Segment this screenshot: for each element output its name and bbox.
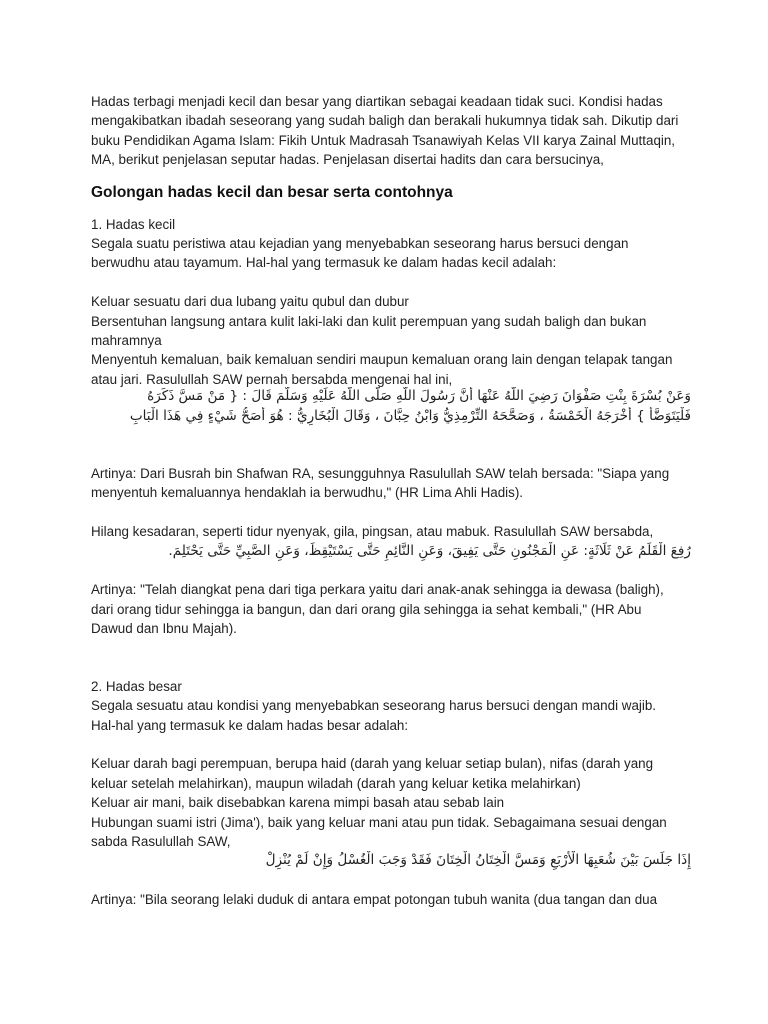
- arabic-hadith-1-line-1: وَعَنْ بُسْرَةَ بِنْتِ صَفْوَانَ رَضِيَ اللَّهُ عَنْهَا أَنَّ رَسُولَ اللَّهِ صَلَّى اللَّهُ عَلَيْهِ وَسَلَّمَ قَالَ : { مَنْ مَسَّ ذَكَرَهُ: [147, 388, 691, 405]
- hadas-kecil-title: 1. Hadas kecil: [91, 216, 176, 232]
- hadas-kecil-item-4: Hilang kesadaran, seperti tidur nyenyak, gila, pingsan, atau mabuk. Rasulullah SAW bersabda,: [91, 524, 654, 540]
- arabic-hadith-3: إِذَا جَلَسَ بَيْنَ شُعَبِهَا الْأَرْبَعِ وَمَسَّ الْخِتَانُ الْخِتَانَ فَقَدْ وَجَبَ الْغُسْلُ وَإِنْ لَمْ يُنْزِلْ: [265, 852, 691, 869]
- hadas-besar-item-1: Keluar darah bagi perempuan, berupa haid (darah yang keluar setiap bulan), nifas (darah yang keluar setelah melahirkan), maupun wiladah (darah yang keluar ketika melahirkan): [91, 756, 654, 791]
- intro-paragraph: Hadas terbagi menjadi kecil dan besar yang diartikan sebagai keadaan tidak suci. Kondisi hadas mengakibatkan ibadah seseorang yang sudah baligh dan berakali hukumnya tidak sah. Dikutip dari buku Pendidikan Agama Islam: Fikih Untuk Madrasah Tsanawiyah Kelas VII karya Zainal Muttaqin, MA, berikut penjelasan seputar hadas. Penjelasan disertai hadits dan cara bersucinya,: [91, 94, 679, 168]
- hadas-kecil-item-1: Keluar sesuatu dari dua lubang yaitu qubul dan dubur: [91, 294, 409, 310]
- arabic-hadith-1-line-2: فَلْيَتَوَضَّأْ } أَخْرَجَهُ الْخَمْسَةُ ، وَصَحَّحَهُ التِّرْمِذِيُّ وَابْنُ حِبَّانَ ، وَقَالَ الْبُخَارِيُّ : هُوَ أَصَحُّ شَيْءٍ فِي هَذَا الْبَابِ: [129, 407, 691, 424]
- hadas-besar-item-2: Keluar air mani, baik disebabkan karena mimpi basah atau sebab lain: [91, 795, 505, 811]
- artinya-1: Artinya: Dari Busrah bin Shafwan RA, sesungguhnya Rasulullah SAW telah bersada: "Siapa yang menyentuh kemaluannya hendaklah ia berwudhu," (HR Lima Ahli Hadis).: [91, 466, 670, 501]
- hadas-kecil-description: Segala suatu peristiwa atau kejadian yang menyebabkan seseorang harus bersuci dengan berwudhu atau tayamum. Hal-hal yang termasuk ke dalam hadas kecil adalah:: [91, 236, 629, 271]
- arabic-hadith-2: رُفِعَ الْقَلَمُ عَنْ ثَلَاثَةٍ: عَنِ الْمَجْنُونِ حَتَّى يَفِيقَ، وَعَنِ النَّائِمِ حَتَّى يَسْتَيْقِظَ، وَعَنِ الصَّبِيِّ حَتَّى يَحْتَلِمَ.: [168, 542, 691, 559]
- artinya-3: Artinya: "Bila seorang lelaki duduk di antara empat potongan tubuh wanita (dua tangan dan dua: [91, 892, 658, 908]
- artinya-2: Artinya: "Telah diangkat pena dari tiga perkara yaitu dari anak-anak sehingga ia dewasa (baligh), dari orang tidur sehingga ia bangun, dan dari orang gila sehingga ia sehat kembali," (HR Abu Dawud dan Ibnu Majah).: [91, 582, 664, 637]
- hadas-besar-description: Segala sesuatu atau kondisi yang menyebabkan seseorang harus bersuci dengan mandi wajib. Hal-hal yang termasuk ke dalam hadas besar adalah:: [91, 698, 657, 733]
- hadas-kecil-item-2: Bersentuhan langsung antara kulit laki-laki dan kulit perempuan yang sudah baligh dan bukan mahramnya: [91, 313, 647, 349]
- hadas-kecil-item-3: Menyentuh kemaluan, baik kemaluan sendiri maupun kemaluan orang lain dengan telapak tangan atau jari. Rasulullah SAW pernah bersabda mengenai hal ini,: [91, 352, 673, 387]
- section-heading: Golongan hadas kecil dan besar serta contohnya: [91, 183, 453, 201]
- article-body: [91, 92, 691, 910]
- hadas-besar-title: 2. Hadas besar: [91, 678, 182, 694]
- hadas-besar-item-3: Hubungan suami istri (Jima'), baik yang keluar mani atau pun tidak. Sebagaimana sesuai dengan sabda Rasulullah SAW,: [91, 814, 667, 849]
